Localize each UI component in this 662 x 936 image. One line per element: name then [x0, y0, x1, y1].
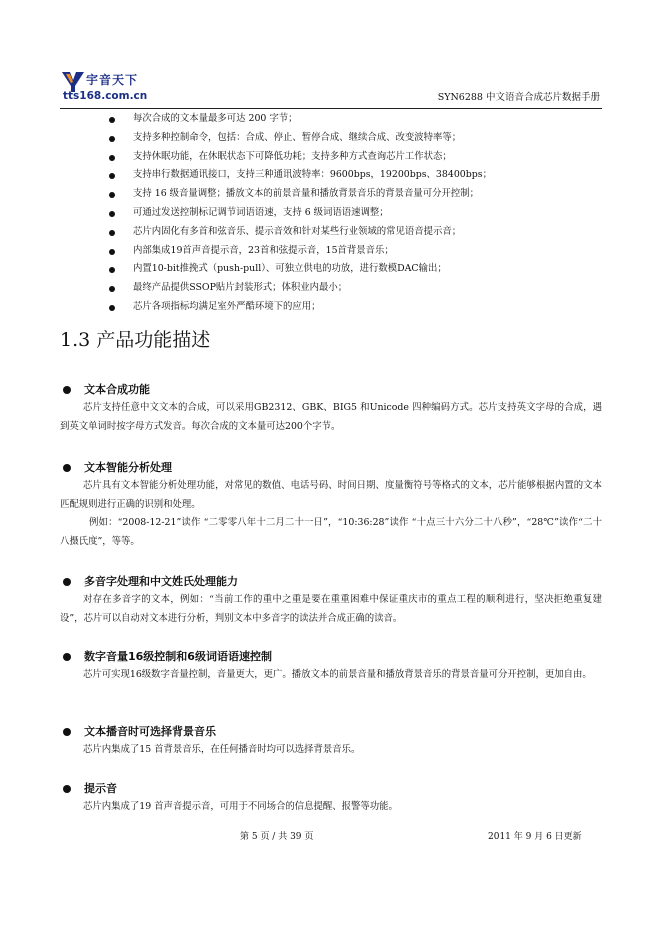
list-item-text: 支持串行数据通讯接口，支持三种通讯波特率：9600bps，19200bps、38400bps； — [133, 169, 492, 181]
list-item — [100, 110, 600, 129]
company-logo — [60, 70, 180, 106]
feature-title — [60, 459, 602, 477]
feature-background-music — [60, 723, 602, 760]
feature-description: 芯片内集成了15 首背景音乐，在任何播音时均可以选择背景音乐。 — [83, 744, 361, 755]
list-item-text: 支持休眠功能，在休眠状态下可降低功耗；支持多种方式查询芯片工作状态； — [133, 150, 452, 162]
list-item-text: 可通过发送控制标记调节词语语速，支持 6 级词语语速调整； — [133, 206, 389, 218]
feature-title-text: 多音字处理和中文姓氏处理能力 — [84, 575, 238, 588]
document-title: SYN6288 中文语音合成芯片数据手册 — [437, 92, 600, 103]
list-item — [100, 223, 600, 242]
list-item — [100, 185, 600, 204]
bullet-icon — [109, 192, 115, 198]
bullet-icon — [109, 249, 115, 255]
bullet-icon — [63, 728, 71, 736]
update-date: 2011 年 9 月 6 日更新 — [488, 832, 582, 842]
bullet-icon — [109, 155, 115, 161]
feature-title-text: 文本播音时可选择背景音乐 — [84, 725, 216, 738]
bullet-icon — [63, 386, 71, 394]
list-item — [100, 279, 600, 298]
bullet-icon — [109, 117, 115, 123]
page-number: 第 5 页 / 共 39 页 — [240, 832, 314, 842]
list-item — [100, 260, 600, 279]
list-item-text: 内部集成19首声音提示音，23首和弦提示音，15首背景音乐； — [133, 244, 394, 256]
feature-text-synthesis — [60, 381, 602, 436]
feature-title-text: 提示音 — [84, 782, 117, 795]
list-item — [100, 242, 600, 261]
list-item-text: 支持多种控制命令，包括：合成、停止、暂停合成、继续合成、改变波特率等； — [133, 131, 462, 143]
feature-title — [60, 723, 602, 741]
feature-description: 对存在多音字的文本，例如：“当前工作的重中之重是要在重重困难中保证重庆市的重点工程的顺利进行，坚决拒绝重复建设”，芯片可以自动对文本进行分析，判别文本中多音字的读法并合成正确的读音。 — [60, 594, 602, 624]
list-item-text: 每次合成的文本量最多可达 200 字节； — [133, 113, 298, 124]
feature-text-analysis — [60, 459, 602, 551]
feature-title — [60, 780, 602, 798]
list-item-text: 最终产品提供SSOP贴片封装形式；体积业内最小； — [133, 282, 348, 294]
bullet-icon — [63, 464, 71, 472]
feature-title-text: 文本智能分析处理 — [84, 461, 172, 474]
list-item-text: 芯片内固化有多首和弦音乐、提示音效和针对某些行业领域的常见语音提示音； — [133, 225, 462, 237]
list-item — [100, 204, 600, 223]
list-item — [100, 148, 600, 167]
bullet-icon — [109, 267, 115, 273]
list-item-text: 支持 16 级音量调整；播放文本的前景音量和播放背景音乐的背景音量可分开控制； — [133, 188, 480, 200]
logo-site: tts168.com.cn — [63, 90, 148, 102]
logo-mark-icon — [62, 72, 84, 92]
bullet-icon — [109, 230, 115, 236]
feature-title — [60, 573, 602, 591]
feature-description: 芯片可实现16级数字音量控制，音量更大，更广。播放文本的前景音量和播放背景音乐的背景音量可分开控制，更加自由。 — [83, 669, 592, 680]
feature-title-text: 数字音量16级控制和6级词语语速控制 — [84, 650, 272, 663]
bullet-icon — [109, 305, 115, 311]
bullet-icon — [63, 653, 71, 661]
bullet-icon — [63, 578, 71, 586]
bullet-icon — [109, 211, 115, 217]
bullet-icon — [109, 136, 115, 142]
list-item — [100, 298, 600, 317]
feature-title-text: 文本合成功能 — [84, 383, 150, 396]
feature-polyphone — [60, 573, 602, 628]
feature-prompt-sounds — [60, 780, 602, 817]
bullet-icon — [109, 286, 115, 292]
feature-description: 芯片支持任意中文文本的合成，可以采用GB2312、GBK、BIG5 和Unicode 四种编码方式。芯片支持英文字母的合成，遇到英文单词时按字母方式发音。每次合成的文本量可达200个字节。 — [60, 402, 602, 432]
feature-title — [60, 648, 602, 666]
list-item — [100, 166, 600, 185]
logo-text: 宇音天下 — [86, 73, 139, 87]
feature-bullet-list — [100, 110, 600, 317]
feature-volume-speed — [60, 648, 602, 685]
page-header — [60, 70, 602, 109]
feature-description: 芯片内集成了19 首声音提示音，可用于不同场合的信息提醒、报警等功能。 — [83, 801, 398, 812]
list-item-text: 芯片各项指标均满足室外严酷环境下的应用； — [133, 300, 321, 312]
feature-title — [60, 381, 602, 399]
list-item — [100, 129, 600, 148]
list-item-text: 内置10-bit推挽式（push-pull）、可独立供电的功放，进行数模DAC输出； — [133, 263, 447, 275]
section-title: 1.3 产品功能描述 — [60, 329, 211, 351]
bullet-icon — [109, 173, 115, 179]
feature-description: 芯片具有文本智能分析处理功能，对常见的数值、电话号码、时间日期、度量衡符号等格式的文本，芯片能够根据内置的文本匹配规则进行正确的识别和处理。 — [60, 480, 602, 510]
bullet-icon — [63, 785, 71, 793]
feature-example: 例如：“2008-12-21”读作 “二零零八年十二月二十一日”，“10:36:28”读作 “十点三十六分二十八秒”，“28℃”读作“二十八摄氏度”，等等。 — [60, 517, 602, 547]
